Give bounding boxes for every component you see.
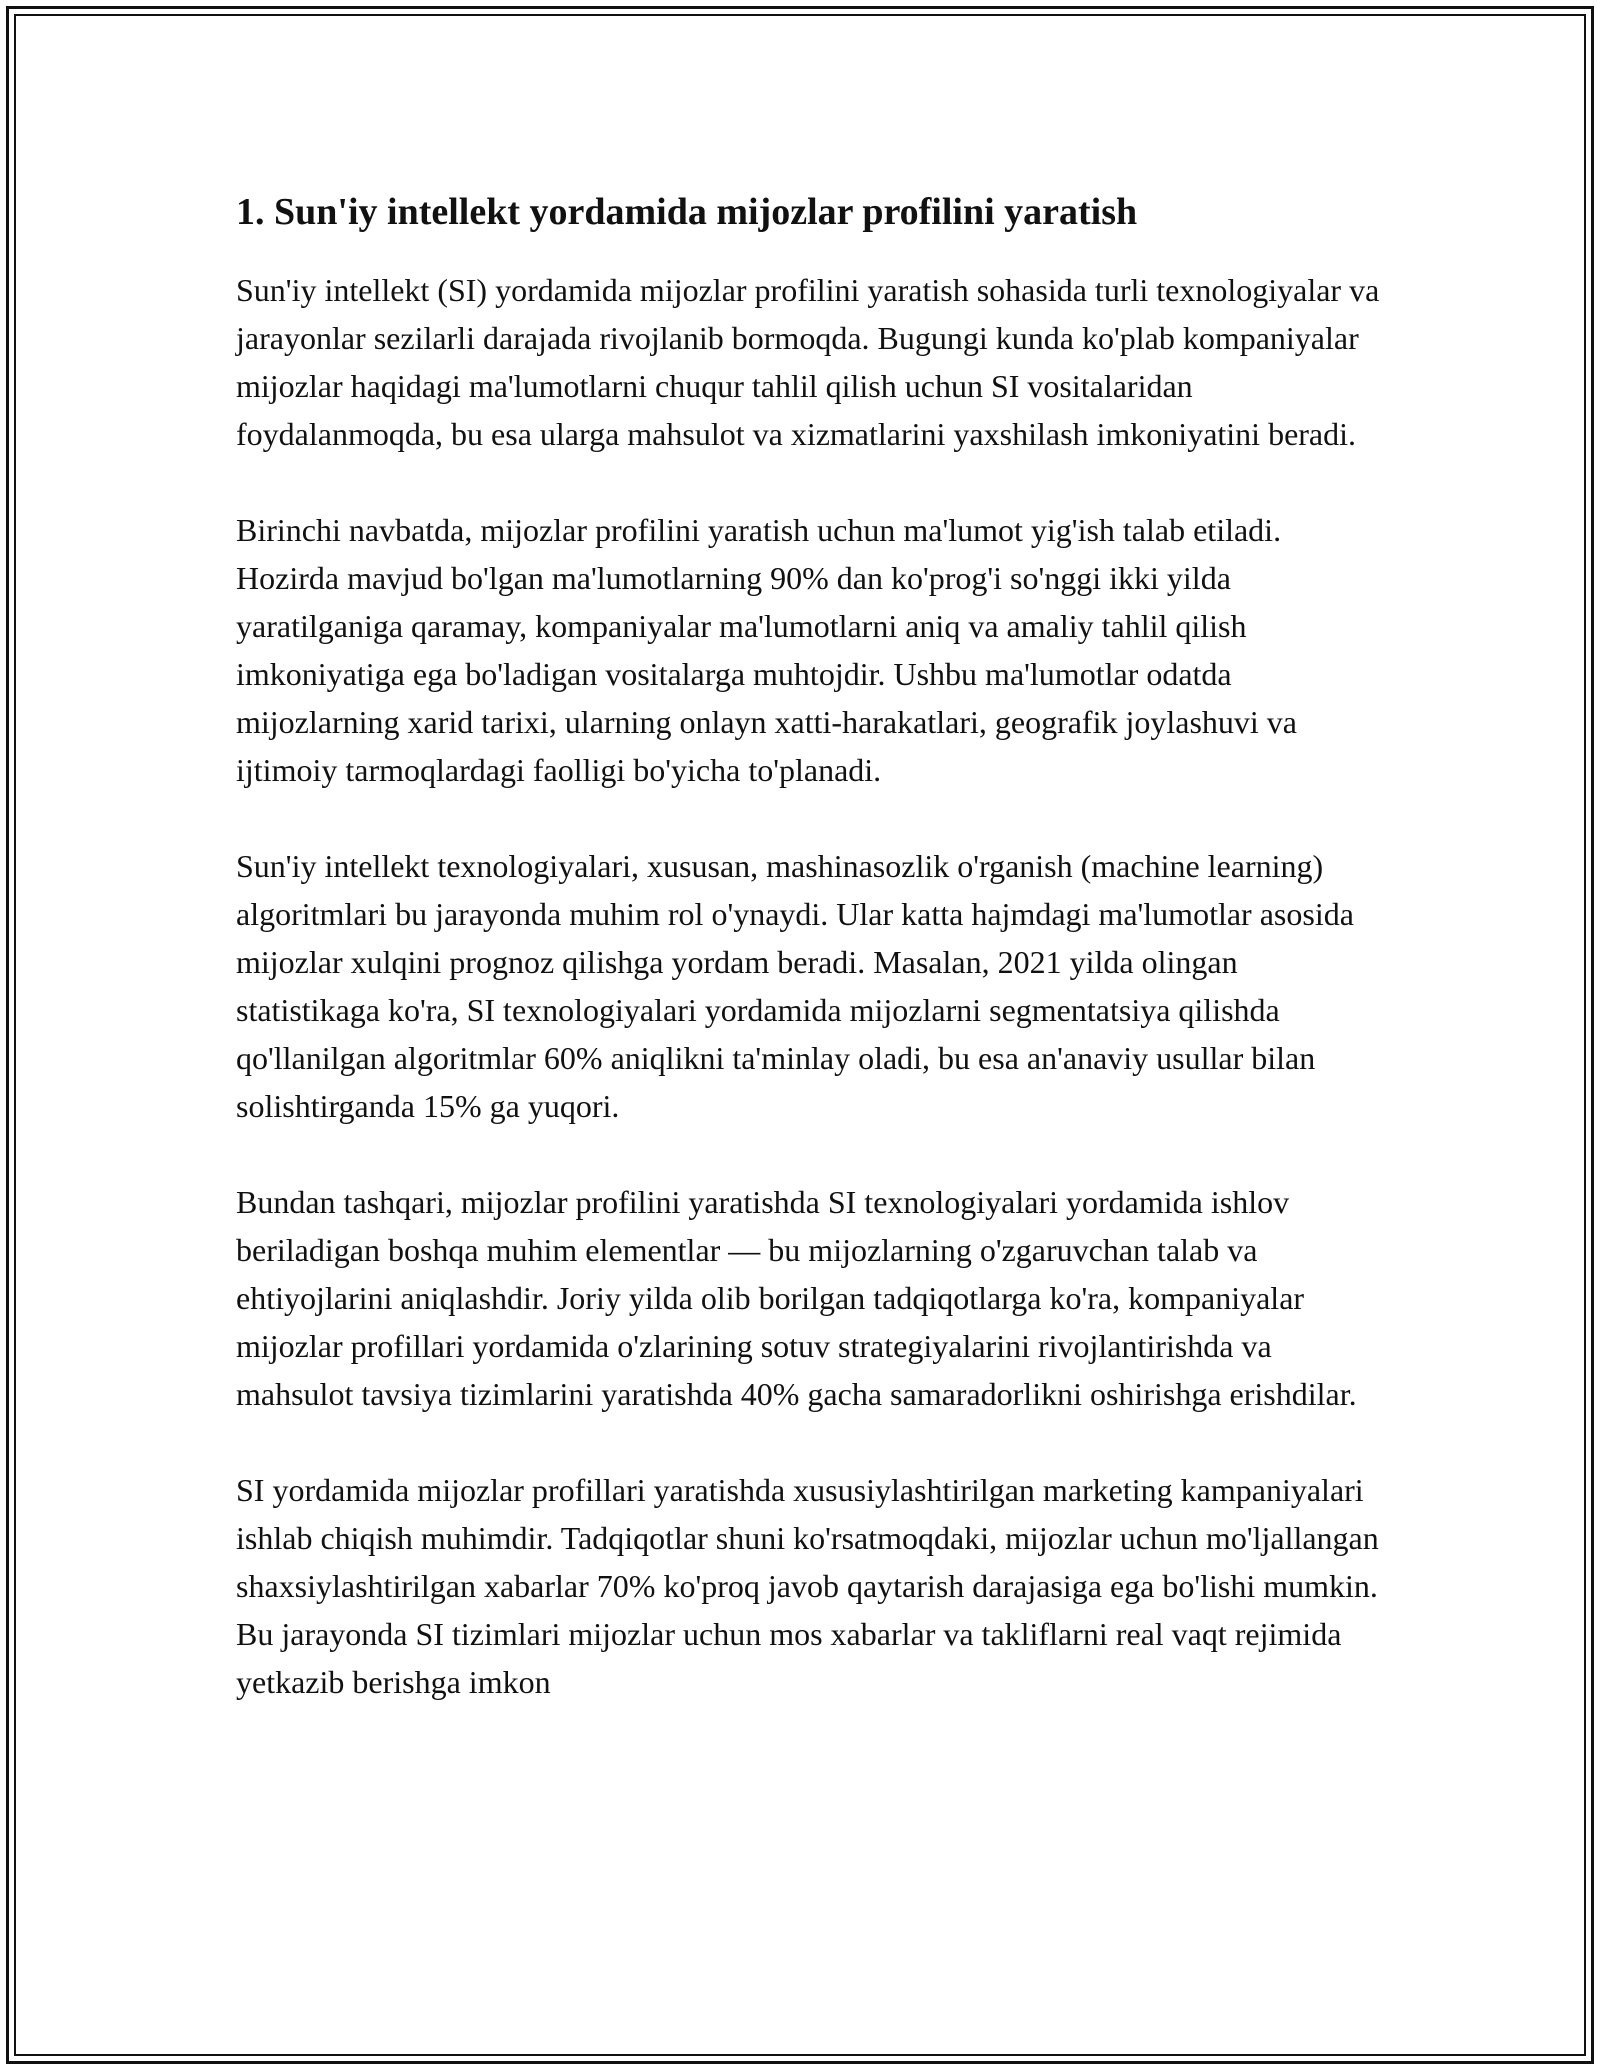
paragraph-2: Birinchi navbatda, mijozlar profilini yaratish uchun ma'lumot yig'ish talab etiladi. Hozirda mavjud bo'lgan ma'lumotlarning 90% dan ko'prog'i so'nggi ikki yilda yaratilganiga qaramay, kompaniyalar ma'lumotlarni aniq va amaliy tahlil qilish imkoniyatiga ega bo'ladigan vositalarga muhtojdir. Ushbu ma'lumotlar odatda mijozlarning xarid tarixi, ularning onlayn xatti-harakatlari, geografik joylashuvi va ijtimoiy tarmoqlardagi faolligi bo'yicha to'planadi. — [236, 512, 1297, 788]
document-body — [236, 186, 1386, 1754]
section-heading: 1. Sun'iy intellekt yordamida mijozlar profilini yaratish — [236, 191, 1138, 233]
paragraph-1: Sun'iy intellekt (SI) yordamida mijozlar profilini yaratish sohasida turli texnologiyalar va jarayonlar sezilarli darajada rivojlanib bormoqda. Bugungi kunda ko'plab kompaniyalar mijozlar haqidagi ma'lumotlarni chuqur tahlil qilish uchun SI vositalaridan foydalanmoqda, bu esa ularga mahsulot va xizmatlarini yaxshilash imkoniyatini beradi. — [236, 272, 1380, 452]
paragraph-5: SI yordamida mijozlar profillari yaratishda xususiylashtirilgan marketing kampaniyalari ishlab chiqish muhimdir. Tadqiqotlar shuni ko'rsatmoqdaki, mijozlar uchun mo'ljallangan shaxsiylashtirilgan xabarlar 70% ko'proq javob qaytarish darajasiga ega bo'lishi mumkin. Bu jarayonda SI tizimlari mijozlar uchun mos xabarlar va takliflarni real vaqt rejimida yetkazib berishga imkon — [236, 1472, 1379, 1700]
paragraph-4: Bundan tashqari, mijozlar profilini yaratishda SI texnologiyalari yordamida ishlov beriladigan boshqa muhim elementlar — bu mijozlarning o'zgaruvchan talab va ehtiyojlarini aniqlashdir. Joriy yilda olib borilgan tadqiqotlarga ko'ra, kompaniyalar mijozlar profillari yordamida o'zlarining sotuv strategiyalarini rivojlantirishda va mahsulot tavsiya tizimlarini yaratishda 40% gacha samaradorlikni oshirishga erishdilar. — [236, 1184, 1357, 1412]
paragraph-3: Sun'iy intellekt texnologiyalari, xususan, mashinasozlik o'rganish (machine learning) algoritmlari bu jarayonda muhim rol o'ynaydi. Ular katta hajmdagi ma'lumotlar asosida mijozlar xulqini prognoz qilishga yordam beradi. Masalan, 2021 yilda olingan statistikaga ko'ra, SI texnologiyalari yordamida mijozlarni segmentatsiya qilishda qo'llanilgan algoritmlar 60% aniqlikni ta'minlay oladi, bu esa an'anaviy usullar bilan solishtirganda 15% ga yuqori. — [236, 848, 1354, 1124]
